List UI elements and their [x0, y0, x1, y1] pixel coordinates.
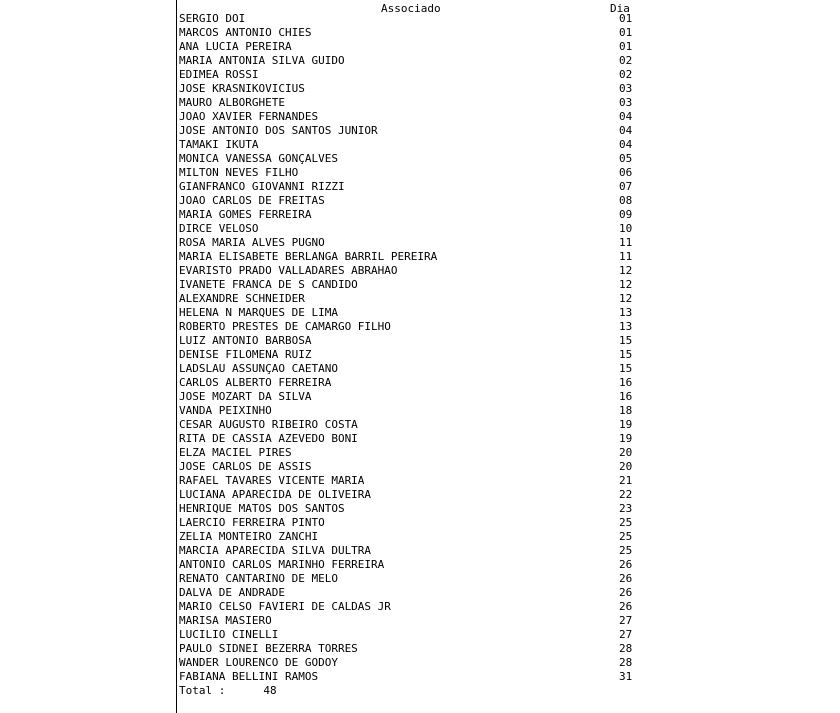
- list-item: [179, 628, 639, 642]
- list-item: [179, 180, 639, 194]
- member-day: 12: [619, 264, 633, 277]
- list-item: [179, 390, 639, 404]
- list-item: [179, 460, 639, 474]
- member-name: IVANETE FRANCA DE S CANDIDO: [179, 278, 358, 291]
- member-name: LUCIANA APARECIDA DE OLIVEIRA: [179, 488, 372, 501]
- member-day: 12: [619, 278, 633, 291]
- list-item: [179, 68, 639, 82]
- member-day: 15: [619, 334, 633, 347]
- list-item: [179, 474, 639, 488]
- list-item: [179, 138, 639, 152]
- member-day: 11: [619, 250, 633, 263]
- member-day: 25: [619, 530, 633, 543]
- member-name: VANDA PEIXINHO: [179, 404, 272, 417]
- member-name: CESAR AUGUSTO RIBEIRO COSTA: [179, 418, 358, 431]
- member-name: HELENA N MARQUES DE LIMA: [179, 306, 338, 319]
- member-day: 28: [619, 642, 633, 655]
- member-day: 04: [619, 110, 633, 123]
- list-item: [179, 250, 639, 264]
- list-item: [179, 600, 639, 614]
- member-day: 26: [619, 600, 633, 613]
- member-name: ROSA MARIA ALVES PUGNO: [179, 236, 325, 249]
- member-name: ZELIA MONTEIRO ZANCHI: [179, 530, 319, 543]
- member-name: WANDER LOURENCO DE GODOY: [179, 656, 338, 669]
- list-item: [179, 96, 639, 110]
- member-day: 26: [619, 572, 633, 585]
- list-item: [179, 12, 639, 26]
- list-item: [179, 278, 639, 292]
- member-name: MARCIA APARECIDA SILVA DULTRA: [179, 544, 372, 557]
- list-item: [179, 502, 639, 516]
- list-item: [179, 54, 639, 68]
- member-day: 13: [619, 306, 633, 319]
- member-day: 16: [619, 376, 633, 389]
- member-name: EVARISTO PRADO VALLADARES ABRAHAO: [179, 264, 398, 277]
- member-name: ANTONIO CARLOS MARINHO FERREIRA: [179, 558, 385, 571]
- list-item: [179, 614, 639, 628]
- member-day: 28: [619, 656, 633, 669]
- list-item: [179, 488, 639, 502]
- list-item: [179, 586, 639, 600]
- list-item: [179, 236, 639, 250]
- member-day: 10: [619, 222, 633, 235]
- member-day: 20: [619, 460, 633, 473]
- member-day: 07: [619, 180, 633, 193]
- member-day: 03: [619, 96, 633, 109]
- member-name: ROBERTO PRESTES DE CAMARGO FILHO: [179, 320, 391, 333]
- member-day: 01: [619, 12, 633, 25]
- list-item: [179, 292, 639, 306]
- member-day: 19: [619, 432, 633, 445]
- list-item: [179, 110, 639, 124]
- member-name: JOAO XAVIER FERNANDES: [179, 110, 319, 123]
- member-day: 08: [619, 194, 633, 207]
- list-item: [179, 670, 639, 684]
- member-name: PAULO SIDNEI BEZERRA TORRES: [179, 642, 358, 655]
- member-day: 02: [619, 54, 633, 67]
- list-item: [179, 558, 639, 572]
- member-day: 11: [619, 236, 633, 249]
- list-item: [179, 544, 639, 558]
- list-item: [179, 40, 639, 54]
- member-day: 26: [619, 558, 633, 571]
- member-name: RITA DE CASSIA AZEVEDO BONI: [179, 432, 358, 445]
- member-name: CARLOS ALBERTO FERREIRA: [179, 376, 332, 389]
- member-day: 04: [619, 138, 633, 151]
- member-name: JOSE MOZART DA SILVA: [179, 390, 312, 403]
- member-day: 04: [619, 124, 633, 137]
- member-name: MARISA MASIERO: [179, 614, 272, 627]
- member-name: JOSE ANTONIO DOS SANTOS JUNIOR: [179, 124, 378, 137]
- member-day: 27: [619, 628, 633, 641]
- member-day: 16: [619, 390, 633, 403]
- member-name: MARIA GOMES FERREIRA: [179, 208, 312, 221]
- list-item: [179, 208, 639, 222]
- member-name: RENATO CANTARINO DE MELO: [179, 572, 338, 585]
- member-day: 12: [619, 292, 633, 305]
- member-name: LADSLAU ASSUNÇAO CAETANO: [179, 362, 338, 375]
- member-name: TAMAKI IKUTA: [179, 138, 259, 151]
- list-item: [179, 124, 639, 138]
- list-item: [179, 26, 639, 40]
- left-border-line: [176, 0, 177, 713]
- member-day: 25: [619, 516, 633, 529]
- member-name: LUCILIO CINELLI: [179, 628, 279, 641]
- list-item: [179, 306, 639, 320]
- list-item: [179, 152, 639, 166]
- member-name: MAURO ALBORGHETE: [179, 96, 285, 109]
- member-day: 18: [619, 404, 633, 417]
- list-item: [179, 222, 639, 236]
- member-name: RAFAEL TAVARES VICENTE MARIA: [179, 474, 365, 487]
- list-item: [179, 642, 639, 656]
- list-item: [179, 530, 639, 544]
- member-day: 20: [619, 446, 633, 459]
- member-name: JOSE CARLOS DE ASSIS: [179, 460, 312, 473]
- list-item: [179, 194, 639, 208]
- list-item: [179, 264, 639, 278]
- list-item: [179, 572, 639, 586]
- total-count: 48: [263, 684, 277, 697]
- member-name: DALVA DE ANDRADE: [179, 586, 285, 599]
- list-item: [179, 404, 639, 418]
- member-day: 01: [619, 40, 633, 53]
- member-day: 05: [619, 152, 633, 165]
- member-name: DENISE FILOMENA RUIZ: [179, 348, 312, 361]
- member-day: 31: [619, 670, 633, 683]
- list-item: [179, 446, 639, 460]
- member-day: 22: [619, 488, 633, 501]
- member-name: MONICA VANESSA GONÇALVES: [179, 152, 338, 165]
- column-header-dia: Dia: [610, 2, 630, 15]
- member-name: MARIO CELSO FAVIERI DE CALDAS JR: [179, 600, 391, 613]
- total-label: Total :: [179, 684, 226, 697]
- member-name: MARCOS ANTONIO CHIES: [179, 26, 312, 39]
- member-day: 23: [619, 502, 633, 515]
- member-day: 02: [619, 68, 633, 81]
- member-day: 13: [619, 320, 633, 333]
- list-item: [179, 656, 639, 670]
- member-list: [179, 12, 639, 684]
- member-day: 15: [619, 362, 633, 375]
- member-name: LAERCIO FERREIRA PINTO: [179, 516, 325, 529]
- member-day: 15: [619, 348, 633, 361]
- list-item: [179, 432, 639, 446]
- member-day: 09: [619, 208, 633, 221]
- member-day: 06: [619, 166, 633, 179]
- member-name: FABIANA BELLINI RAMOS: [179, 670, 319, 683]
- member-name: SERGIO DOI: [179, 12, 246, 25]
- member-day: 01: [619, 26, 633, 39]
- member-day: 25: [619, 544, 633, 557]
- list-item: [179, 418, 639, 432]
- member-name: ANA LUCIA PEREIRA: [179, 40, 292, 53]
- list-item: [179, 334, 639, 348]
- member-name: ALEXANDRE SCHNEIDER: [179, 292, 305, 305]
- member-day: 27: [619, 614, 633, 627]
- column-header-associado: Associado: [381, 2, 441, 15]
- list-item: [179, 376, 639, 390]
- total-line: [179, 684, 277, 698]
- list-item: [179, 166, 639, 180]
- member-name: MILTON NEVES FILHO: [179, 166, 299, 179]
- member-name: JOAO CARLOS DE FREITAS: [179, 194, 325, 207]
- list-item: [179, 348, 639, 362]
- list-item: [179, 82, 639, 96]
- member-name: DIRCE VELOSO: [179, 222, 259, 235]
- member-name: JOSE KRASNIKOVICIUS: [179, 82, 305, 95]
- member-name: LUIZ ANTONIO BARBOSA: [179, 334, 312, 347]
- member-name: MARIA ELISABETE BERLANGA BARRIL PEREIRA: [179, 250, 438, 263]
- list-item: [179, 320, 639, 334]
- member-day: 26: [619, 586, 633, 599]
- list-item: [179, 516, 639, 530]
- list-item: [179, 362, 639, 376]
- member-name: ELZA MACIEL PIRES: [179, 446, 292, 459]
- member-day: 21: [619, 474, 633, 487]
- member-name: HENRIQUE MATOS DOS SANTOS: [179, 502, 345, 515]
- member-day: 19: [619, 418, 633, 431]
- member-name: EDIMEA ROSSI: [179, 68, 259, 81]
- member-name: MARIA ANTONIA SILVA GUIDO: [179, 54, 345, 67]
- member-name: GIANFRANCO GIOVANNI RIZZI: [179, 180, 345, 193]
- member-day: 03: [619, 82, 633, 95]
